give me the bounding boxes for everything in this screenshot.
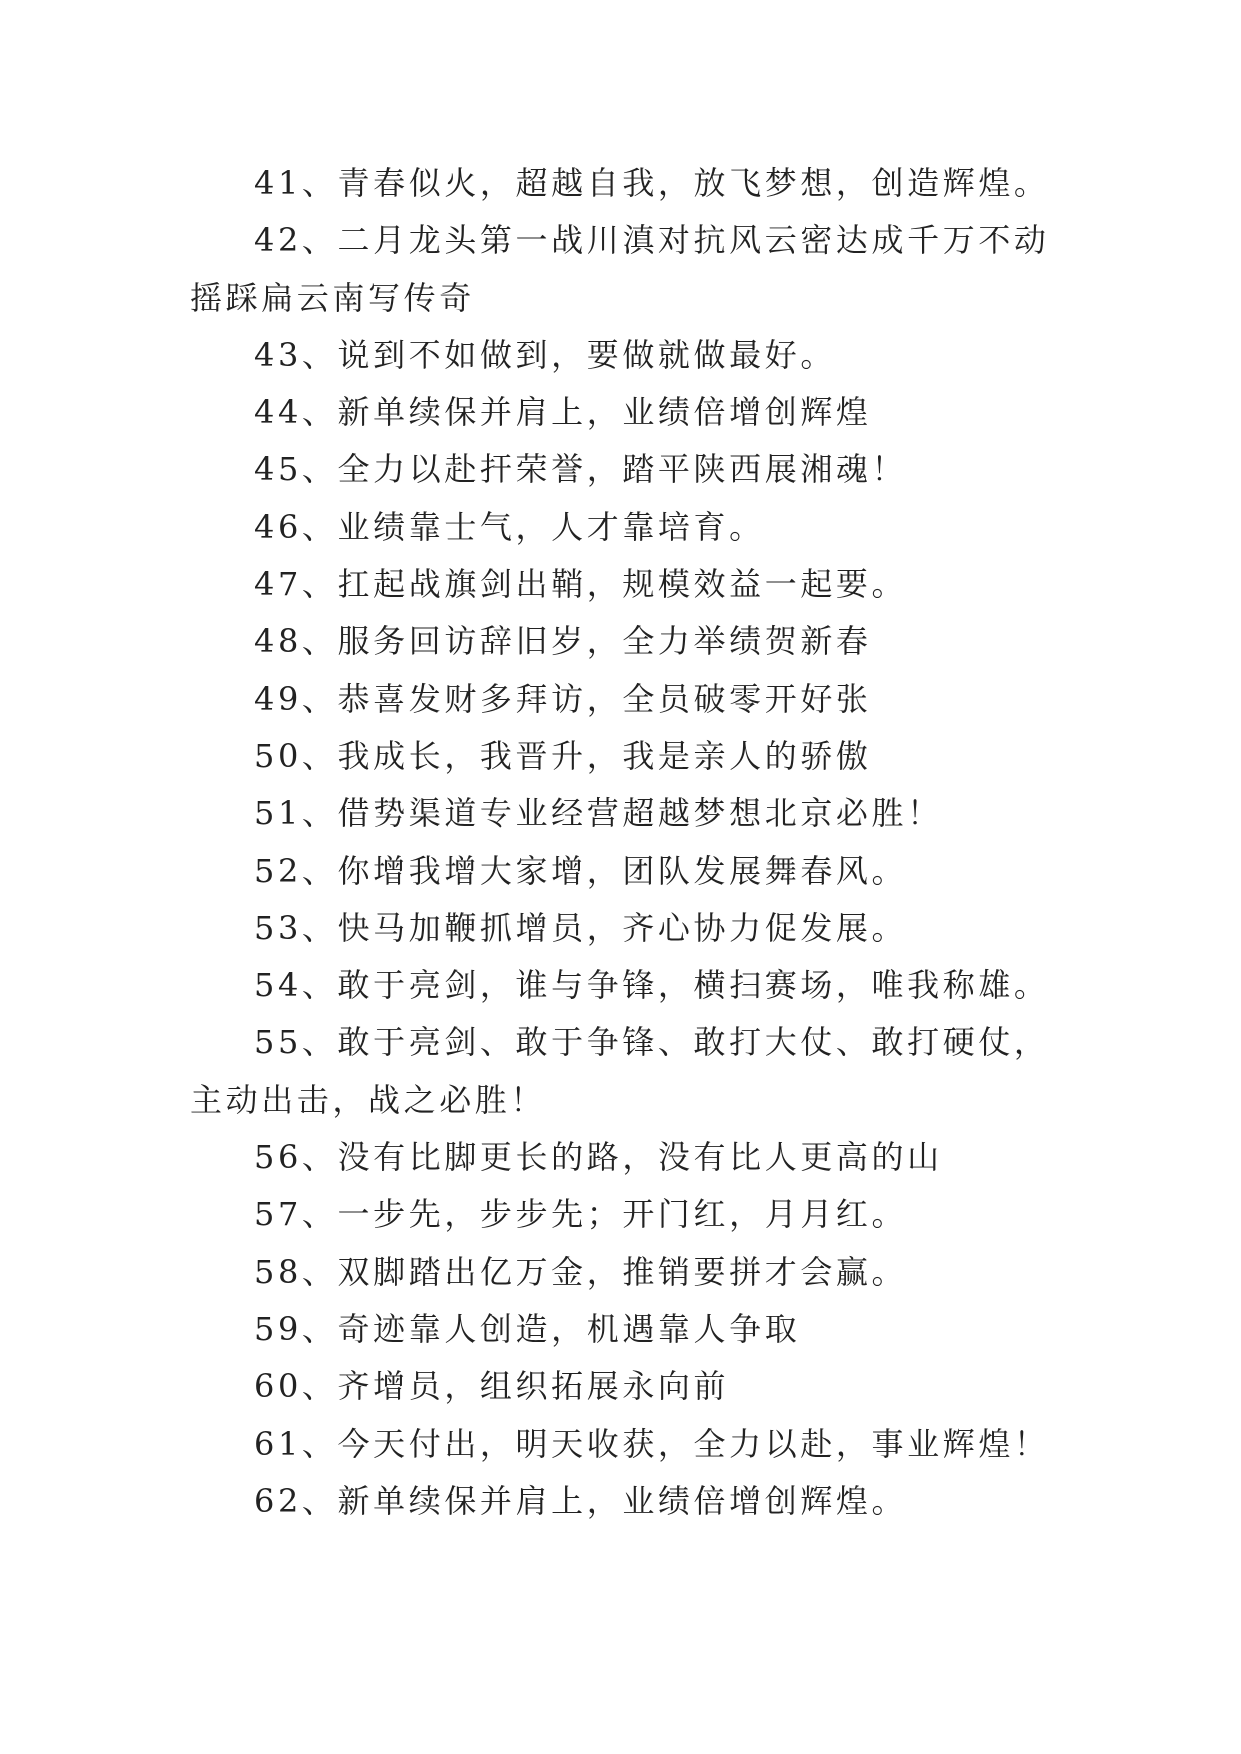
slogan-item: 43、说到不如做到，要做就做最好。 (254, 335, 836, 374)
slogan-item: 56、没有比脚更长的路，没有比人更高的山 (254, 1138, 943, 1177)
slogan-item: 59、奇迹靠人创造，机遇靠人争取 (254, 1309, 801, 1348)
slogan-item: 41、青春似火，超越自我，放飞梦想，创造辉煌。 (254, 164, 1050, 202)
slogan-item: 55、敢于亮剑、敢于争锋、敢打大仗、敢打硬仗，主动出击，战之必胜！ (190, 1023, 1050, 1119)
slogan-item: 46、业绩靠士气，人才靠培育。 (254, 507, 765, 546)
slogan-item: 53、快马加鞭抓增员，齐心协力促发展。 (254, 908, 908, 947)
slogan-item: 42、二月龙头第一战川滇对抗风云密达成千万不动摇踩扁云南写传奇 (190, 221, 1050, 317)
slogan-item: 61、今天付出，明天收获，全力以赴，事业辉煌！ (254, 1424, 1050, 1463)
slogan-item: 58、双脚踏出亿万金，推销要拼才会赢。 (254, 1252, 908, 1291)
slogan-item: 45、全力以赴扞荣誉，踏平陕西展湘魂！ (254, 450, 908, 489)
slogan-item: 48、服务回访辞旧岁，全力举绩贺新春 (254, 622, 872, 661)
slogan-list (190, 155, 1052, 1530)
slogan-item: 52、你增我增大家增，团队发展舞春风。 (254, 851, 908, 890)
slogan-item: 51、借势渠道专业经营超越梦想北京必胜！ (254, 794, 943, 833)
slogan-item: 49、恭喜发财多拜访，全员破零开好张 (254, 679, 872, 718)
slogan-item: 47、扛起战旗剑出鞘，规模效益一起要。 (254, 565, 908, 604)
slogan-item: 60、齐增员，组织拓展永向前 (254, 1367, 730, 1406)
slogan-item: 44、新单续保并肩上，业绩倍增创辉煌 (254, 393, 872, 432)
slogan-item: 62、新单续保并肩上，业绩倍增创辉煌。 (254, 1481, 908, 1520)
slogan-item: 57、一步先，步步先；开门红，月月红。 (254, 1195, 908, 1234)
slogan-item: 54、敢于亮剑，谁与争锋，横扫赛场，唯我称雄。 (254, 966, 1050, 1005)
slogan-item: 50、我成长，我晋升，我是亲人的骄傲 (254, 736, 872, 775)
